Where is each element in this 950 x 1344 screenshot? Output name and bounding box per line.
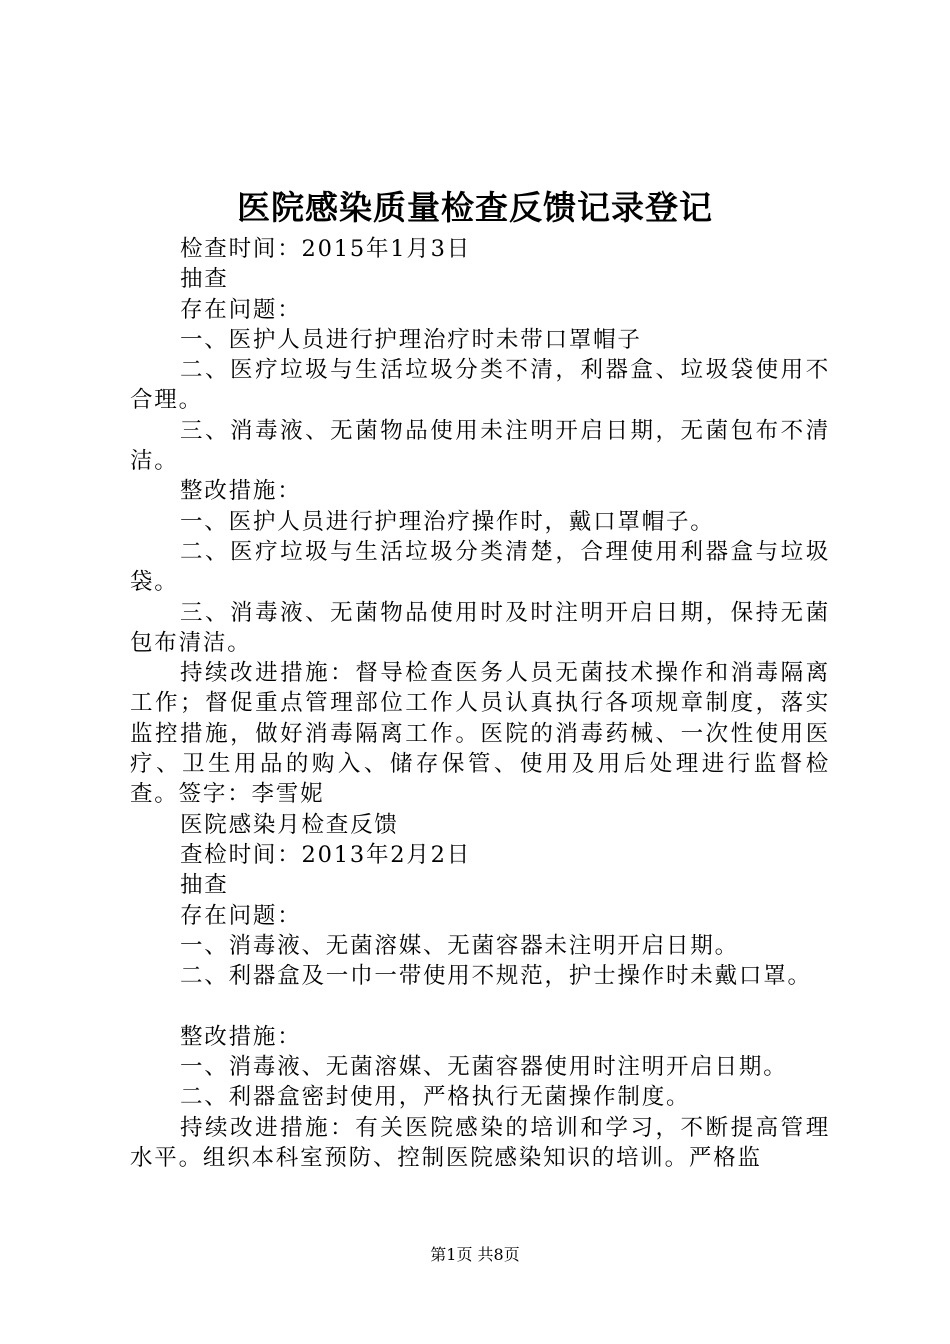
paragraph-problem-1-1: 一、医护人员进行护理治疗时未带口罩帽子	[180, 326, 642, 353]
paragraph-continuous-improvement-1: 持续改进措施：督导检查医务人员无菌技术操作和消毒隔离工作；督促重点管理部位工作人员认真执行各项规章制度，落实监控措施，做好消毒隔离工作。医院的消毒药械、一次性使用医疗、卫生用品的购入、储存保管、使用及用后处理进行监督检查。签字：李雪妮	[130, 660, 830, 808]
paragraph-problem-1-2: 二、医疗垃圾与生活垃圾分类不清，利器盒、垃圾袋使用不合理。	[130, 357, 830, 414]
paragraph-measure-1-2: 二、医疗垃圾与生活垃圾分类清楚，合理使用利器盒与垃圾袋。	[130, 538, 830, 596]
paragraph-sampling-2: 抽查	[180, 872, 229, 899]
blank-line	[130, 991, 830, 1021]
paragraph-measure-1-1: 一、医护人员进行护理治疗操作时，戴口罩帽子。	[180, 508, 715, 535]
paragraph-measures-heading-1: 整改措施：	[180, 478, 302, 505]
paragraph-problem-1-3: 三、消毒液、无菌物品使用未注明开启日期，无菌包布不清洁。	[130, 417, 830, 475]
paragraph-continuous-improvement-2: 持续改进措施：有关医院感染的培训和学习，不断提高管理水平。组织本科室预防、控制医院感染知识的培训。严格监	[130, 1114, 830, 1171]
document-body	[130, 234, 830, 1173]
paragraph-sampling-1: 抽查	[180, 266, 229, 293]
paragraph-section-heading-2: 医院感染月检查反馈	[180, 811, 399, 838]
paragraph-measure-2-2: 二、利器盒密封使用，严格执行无菌操作制度。	[180, 1084, 691, 1111]
paragraph-problems-heading-1: 存在问题：	[180, 296, 302, 323]
paragraph-measure-1-3: 三、消毒液、无菌物品使用时及时注明开启日期，保持无菌包布清洁。	[130, 599, 830, 656]
paragraph-measures-heading-2: 整改措施：	[180, 1023, 302, 1050]
paragraph-inspection-date-1: 检查时间：2015年1月3日	[180, 236, 472, 262]
document-title: 医院感染质量检查反馈记录登记	[237, 188, 713, 227]
paragraph-problem-2-1: 一、消毒液、无菌溶媒、无菌容器未注明开启日期。	[180, 932, 739, 959]
paragraph-measure-2-1: 一、消毒液、无菌溶媒、无菌容器使用时注明开启日期。	[180, 1054, 788, 1081]
paragraph-problems-heading-2: 存在问题：	[180, 902, 302, 929]
page-footer: 第1页 共8页	[430, 1245, 520, 1264]
paragraph-inspection-date-2: 查检时间：2013年2月2日	[180, 841, 472, 868]
paragraph-problem-2-2: 二、利器盒及一巾一带使用不规范，护士操作时未戴口罩。	[180, 963, 812, 990]
